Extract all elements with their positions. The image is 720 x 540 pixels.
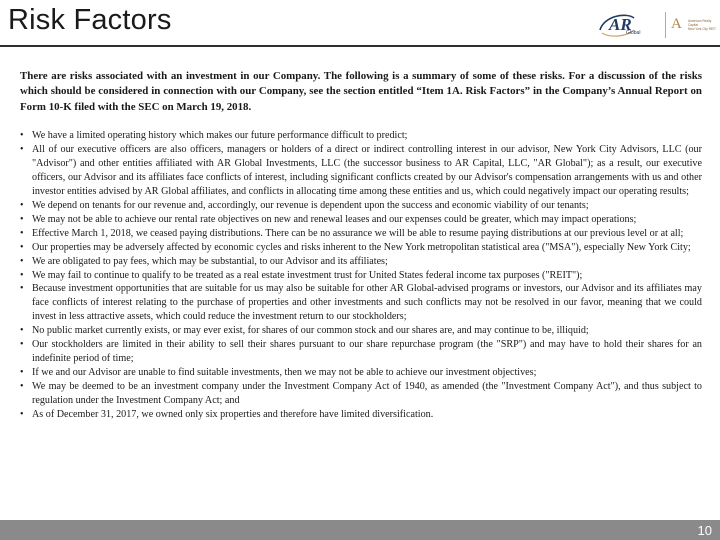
partner-logo-mark: A	[671, 16, 682, 32]
list-item: • As of December 31, 2017, we owned only six properties and therefore have limited diversification.	[20, 408, 702, 422]
partner-logo-line: New York City REIT	[688, 27, 716, 31]
logo-divider	[665, 12, 666, 38]
list-item: • We have a limited operating history which makes our future performance difficult to predict;	[20, 129, 702, 143]
logo-global-text: Global	[626, 30, 641, 36]
list-item: • We may be deemed to be an investment company under the Investment Company Act of 1940, as amended (the "Investment Company Act"), and thus subject to regulation under the Investment Company Act; and	[20, 380, 702, 408]
footer-bar	[0, 520, 720, 540]
company-logo	[596, 10, 716, 40]
list-item: • Our stockholders are limited in their ability to sell their shares pursuant to our share repurchase program (the "SRP") and may have to hold their shares for an indefinite period of time;	[20, 338, 702, 366]
list-item: • No public market currently exists, or may ever exist, for shares of our common stock and our shares are, and may continue to be, illiquid;	[20, 324, 702, 338]
list-item: • Effective March 1, 2018, we ceased paying distributions. There can be no assurance we will be able to resume paying distributions at our previous level or at all;	[20, 227, 702, 241]
list-item: • We may not be able to achieve our rental rate objectives on new and renewal leases and our expenses could be greater, which may impact operations;	[20, 213, 702, 227]
list-item: • Our properties may be adversely affected by economic cycles and risks inherent to the New York metropolitan statistical area ("MSA"), especially New York City;	[20, 241, 702, 255]
page-number: 10	[697, 523, 712, 538]
risk-factor-list	[20, 129, 702, 422]
list-item: • We depend on tenants for our revenue and, accordingly, our revenue is dependent upon the success and economic viability of our tenants;	[20, 199, 702, 213]
intro-paragraph: There are risks associated with an investment in our Company. The following is a summary of some of these risks. For a discussion of the risks which should be considered in connection with our Company, see the section entitled “Item 1A. Risk Factors” in the Company’s Annual Report on Form 10-K filed with the SEC on March 19, 2018.	[20, 70, 702, 113]
logo-ar-text: AR	[609, 15, 632, 34]
list-item: • We are obligated to pay fees, which may be substantial, to our Advisor and its affiliates;	[20, 255, 702, 269]
partner-logo-line: American Realty Capital	[688, 19, 712, 27]
list-item: • We may fail to continue to qualify to be treated as a real estate investment trust for United States federal income tax purposes ("REIT");	[20, 269, 702, 283]
list-item: • All of our executive officers are also officers, managers or holders of a direct or indirect controlling interest in our advisor, New York City Advisors, LLC (our "Advisor") and other entities affiliated with AR Global Investments, LLC (the successor business to AR Capital, LLC, "AR Global"); as a result, our executive officers, our Advisor and its affiliates face conflicts of interest, including significant conflicts created by our Advisor's compensation arrangements with us and other investor entities advised by AR Global affiliates, and conflicts in allocating time among these entities and us, which could negatively impact our operating results;	[20, 143, 702, 199]
header-divider	[0, 45, 720, 47]
page-title: Risk Factors	[8, 4, 172, 36]
list-item: • If we and our Advisor are unable to find suitable investments, then we may not be able to achieve our investment objectives;	[20, 366, 702, 380]
partner-logo-text	[688, 19, 718, 31]
list-item: • Because investment opportunities that are suitable for us may also be suitable for other AR Global-advised programs or investors, our Advisor and its affiliates may face conflicts of interest relating to the purchase of properties and other investments and such conflicts may not be resolved in our favor, meaning that we could invest in less attractive assets, which could reduce the investment return to our stockholders;	[20, 282, 702, 324]
